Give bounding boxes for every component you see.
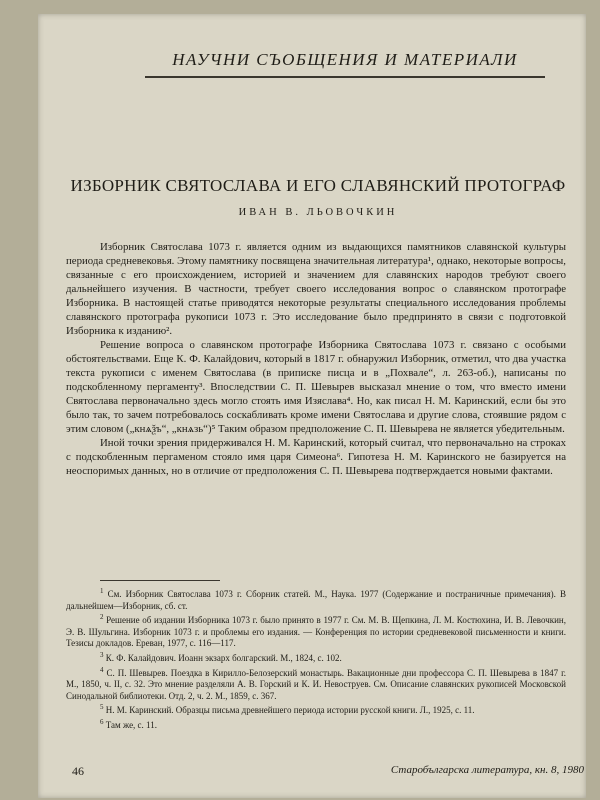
footnotes [66,586,566,732]
paragraph: Решение вопроса о славянском протографе Изборника Святослава 1073 г. связано с особыми обстоятельствами. Еще К. Ф. Калайдович, который в 1817 г. обнаружил Изборник, отметил, что два участка текста рукописи с именем Святослава (в приписке писца и в „Похвале“, л. 263-об.), написаны по подскобленному пергаменту³. Впоследствии С. П. Шевырев высказал мнение о том, что вместо имени Святослава первоначально здесь могло стоять имя Изяслава⁴. Но, как писал Н. М. Каринский, если бы это было так, то зачем потребовалось соскабливать кроме имени Святослава и другие слова, стоявшие рядом с этим словом („кнѧѯъ“, „кнѧзь“)⁵ Таким образом предположение С. П. Шевырева не является убедительным. [66,339,566,435]
footnote-number: 3 [100,650,104,659]
footnote-text: Н. М. Каринский. Образцы письма древнейшего периода истории русской книги. Л., 1925, с. 11. [105,705,475,716]
footnote [66,586,566,612]
article-body [66,240,566,478]
footnote [66,612,566,650]
footnote [66,717,566,732]
footnote-text: Там же, с. 11. [105,719,157,730]
page-number: 46 [72,764,84,778]
footnote-text: См. Изборник Святослава 1073 г. Сборник статей. М., Наука. 1977 (Содержание и постраничные примечания). В дальнейшем—Изборник, сб. ст. [66,589,566,611]
paragraph: Изборник Святослава 1073 г. является одним из выдающихся памятников славянской культуры периода средневековья. Этому памятнику посвящена значительная литература¹, однако, некоторые вопросы, связанные с его происхождением, историей и значением для славянских народов требуют своего дальнейшего изучения. В частности, требует своего исследования вопрос о славянском протографе Изборника. В настоящей статье приводятся некоторые результаты специального исследования проблемы славянского протографа рукописи 1073 г. Это исследование было предпринято в связи с подготовкой Изборника к изданию². [66,241,566,337]
footnote-rule [100,580,220,581]
footnote-number: 2 [100,613,104,622]
footnote [66,665,566,703]
article-title: ИЗБОРНИК СВЯТОСЛАВА И ЕГО СЛАВЯНСКИЙ ПРОТОГРАФ [70,176,566,195]
footnote-number: 4 [100,665,104,674]
footnote-number: 6 [100,717,104,726]
journal-citation: Старобългарска литература, кн. 8, 1980 [390,764,584,776]
footnote-number: 1 [100,587,104,595]
section-rule [145,76,545,78]
paragraph: Иной точки зрения придерживался Н. М. Каринский, который считал, что первоначально на строках с подскобленным пергаменом стояло имя царя Симеона⁶. Гипотеза Н. М. Каринского не базируется на неоспоримых данных, но в отличие от предположения С. П. Шевырева подтверждается новыми фактами. [66,437,566,477]
footnote-text: Решение об издании Изборника 1073 г. было принято в 1977 г. См. М. В. Щепкина, Л. М. Костюхина, И. В. Левочкин, Э. В. Шульгина. Изборник 1073 г. и проблемы его издания. — Конференция по истории средневековой письменности и книги. Тезисы докладов. Ереван, 1977, с. 116—117. [66,615,566,649]
section-heading: НАУЧНИ СЪОБЩЕНИЯ И МАТЕРИАЛИ [172,50,518,69]
article-author: ИВАН В. ЛЬОВОЧКИН [238,207,398,218]
footnote [66,702,566,717]
footnote-number: 5 [100,703,104,712]
footnote-text: С. П. Шевырев. Поездка в Кирилло-Белозерский монастырь. Вакационные дни профессора С. П. Шевырева в 1847 г. М., 1850, ч. II, с. 32. Это мнение разделяли А. В. Горский и К. И. Невоструев. См. Описание славянских рукописей Московской Синодальной библиотеки. Отд. 2, ч. 2. М., 1859, с. 367. [66,667,566,701]
footnote-text: К. Ф. Калайдович. Иоанн экзарх болгарский. М., 1824, с. 102. [105,652,342,663]
footnote [66,650,566,665]
